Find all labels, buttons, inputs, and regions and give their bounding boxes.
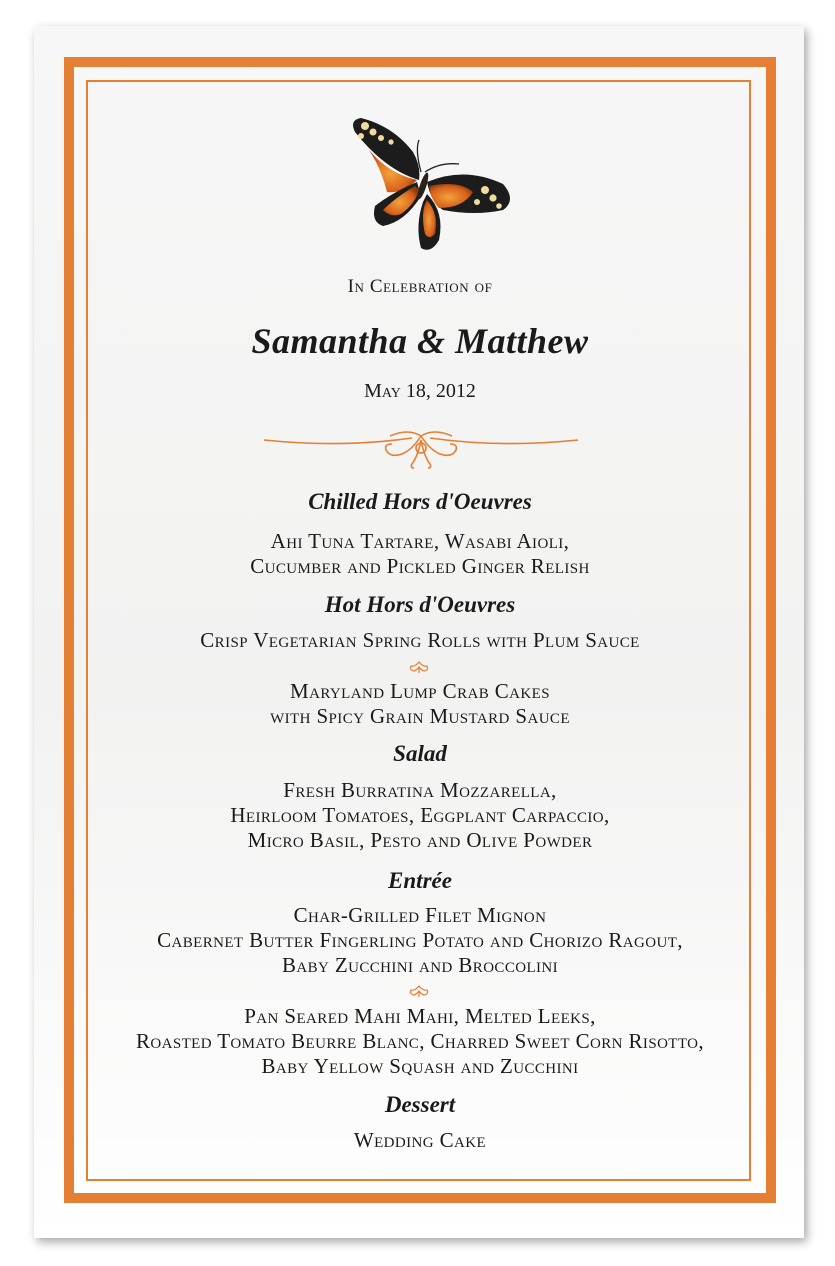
course-heading-chilled: Chilled Hors d'Oeuvres (308, 489, 532, 514)
flourish-ornament (262, 426, 580, 470)
menu-item-line: Cucumber and Pickled Ginger Relish (250, 554, 590, 578)
menu-item-line: Baby Zucchini and Broccolini (281, 953, 559, 977)
menu-item-line: Baby Yellow Squash and Zucchini (261, 1054, 579, 1078)
menu-item-line: Ahi Tuna Tartare, Wasabi Aioli, (270, 529, 570, 553)
menu-item-line: Roasted Tomato Beurre Blanc, Charred Sweet Corn Risotto, (135, 1029, 705, 1053)
menu-item-line: Crisp Vegetarian Spring Rolls with Plum Sauce (200, 628, 640, 652)
menu-item-line: Wedding Cake (353, 1128, 487, 1152)
event-date: May 18, 2012 (364, 380, 476, 402)
fleur-separator-icon (407, 984, 431, 998)
course-heading-entree: Entrée (388, 868, 452, 893)
course-heading-hot: Hot Hors d'Oeuvres (324, 592, 516, 617)
course-heading-salad: Salad (393, 741, 447, 766)
fleur-separator-icon (407, 660, 431, 674)
menu-item-line: Micro Basil, Pesto and Olive Powder (247, 828, 593, 852)
menu-item-line: Maryland Lump Crab Cakes (290, 679, 550, 703)
course-heading-dessert: Dessert (384, 1092, 456, 1117)
butterfly-illustration (335, 110, 525, 260)
menu-item-line: Fresh Burratina Mozzarella, (283, 778, 557, 802)
menu-item-line: with Spicy Grain Mustard Sauce (270, 704, 570, 728)
menu-item-line: Char-Grilled Filet Mignon (293, 903, 547, 927)
menu-item-line: Pan Seared Mahi Mahi, Melted Leeks, (244, 1004, 596, 1028)
menu-item-line: Cabernet Butter Fingerling Potato and Chorizo Ragout, (157, 928, 683, 952)
menu-item-line: Heirloom Tomatoes, Eggplant Carpaccio, (230, 803, 610, 827)
intro-text: In Celebration of (347, 276, 493, 297)
couple-names: Samantha & Matthew (251, 321, 589, 361)
